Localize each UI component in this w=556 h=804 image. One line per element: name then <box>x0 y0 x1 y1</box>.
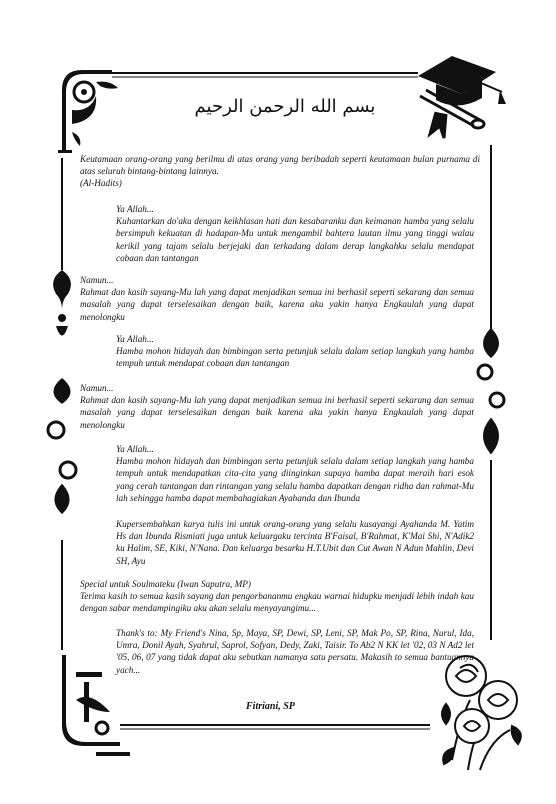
block7-heading: Special untuk Soulmateku (Iwan Saputra, MP) <box>80 579 251 589</box>
block6-text: Kupersembahkan karya tulis ini untuk orang-orang yang selalu kusayangi Ayahanda M. Yatim Hs dan Ibunda Rismiati juga untuk keluargaku tercinta B'Faisal, B'Rahmat, K'Mai Shi, N'Adik2 ku Halim, SE, Kiki, N'Nana. Dan keluarga besarku H.T.Ubit dan Cut Awan N Adun Mahlin, Devi SH, Ayu <box>116 519 474 566</box>
block3-text: Hamba mohon hidayah dan bimbingan serta petunjuk selalu dalam setiap langkah yang hamba tempuh untuk mendapat cobaan dan tantangan <box>116 346 474 369</box>
block5-heading: Ya Allah... <box>116 444 154 454</box>
prayer-block-5 <box>116 443 474 504</box>
soulmate-block <box>80 578 474 615</box>
prayer-block-3 <box>116 333 474 370</box>
thanks-block <box>116 627 474 676</box>
block4-heading: Namun... <box>80 383 114 393</box>
block7-text: Terima kasih to semua kasih sayang dan pengorbananmu engkau warnai hidupku menjadi lebih indah kau dengan sabar mendampingiku aku akan selalu menyayangimu... <box>80 591 474 614</box>
dedication-block <box>116 518 474 567</box>
block5-text: Hamba mohon hidayah dan bimbingan serta petunjuk selalu dalam setiap langkah yang hamba tempuh untuk mendapatkan cita-cita yang diinginkan supaya hamba dapat meraih hari esok yang cerah tantangan dan rintangan yang selalu hamba dapatkan dengan ridha dan rahmat-Mu lah sehingga hamba dapat membahagiakan Ayahanda dan Ibunda <box>116 456 474 503</box>
prayer-block-1 <box>116 203 474 264</box>
block2-heading: Namun... <box>80 275 114 285</box>
gratitude-block-4 <box>80 382 474 431</box>
block4-text: Rahmat dan kasih sayang-Mu lah yang dapat menjadikan semua ini berhasil seperti sekarang dan semua masalah yang dapat terselesaikan dengan baik karena aku yakin hanya Engkaulah yang dapat menolongku <box>80 395 474 430</box>
graduation-cap-icon <box>418 56 506 106</box>
side-ornament-right <box>478 330 504 452</box>
intro-source: (Al-Hadits) <box>80 178 122 189</box>
intro-text: Keutamaan orang-orang yang berilmu di atas orang yang beribadah seperti keutamaan bulan purnama di atas seluruh bintang-bintang lainnya. <box>80 154 480 177</box>
block3-heading: Ya Allah... <box>116 334 154 344</box>
corner-ornament-top-left <box>58 70 118 153</box>
side-ornament-left-middle <box>48 380 76 512</box>
block2-text: Rahmat dan kasih sayang-Mu lah yang dapat menjadikan semua ini berhasil seperti sekarang dan semua masalah yang dapat terselesaikan dengan baik, karena aku yakin hanya Engkaulah yang dapat menolongku <box>80 287 474 322</box>
gratitude-block-2 <box>80 274 474 323</box>
block1-heading: Ya Allah... <box>116 204 154 214</box>
block1-text: Kuhantarkan do'aku dengan keikhlasan hati dan kesabaranku dan keimanan hamba yang selalu bersimpuh kekuatan di hadapan-Mu untuk mengambil bahtera lautan ilmu yang tinggi walau kerikil yang tajam selalu berjejaki dan terkadang dalam derap langkahku selalu mendapat cobaan dan tantangan <box>116 216 474 263</box>
signature: Fitriani, SP <box>246 701 295 712</box>
side-ornament-left-upper <box>53 270 71 336</box>
bismillah-calligraphy: بسم الله الرحمن الرحيم <box>194 96 376 117</box>
intro-quote <box>80 153 480 190</box>
block8-text: Thank's to: My Friend's Nina, Sp, Maya, SP, Dewi, SP, Leni, SP, Mak Po, SP, Rina, Nurul, Ida, Umra, Donil Ayah, Syahrul, Saprol, Sofyan, Dedy, Zaki, Taisir. To Ab2 N KK let '02, 03 N Ad2 let '05, 06, 07 yang tidak dapat aku sebutkan namanya satu persatu. Makasih to semua bantuannya yach... <box>116 628 474 675</box>
